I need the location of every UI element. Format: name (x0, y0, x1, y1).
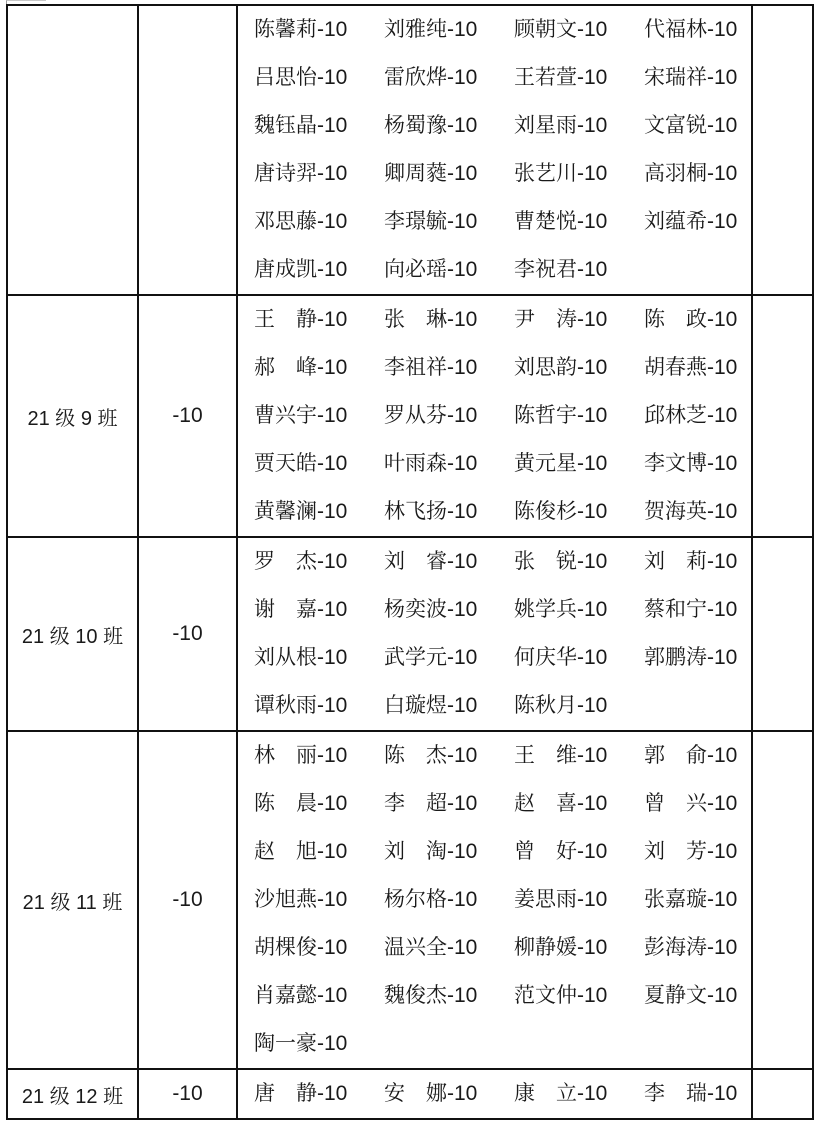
student-entry: 陈 政-10 (644, 308, 738, 331)
student-entry: 刘星雨-10 (514, 114, 608, 137)
table-row (8, 732, 812, 1070)
student-entry: 温兴全-10 (384, 936, 478, 959)
student-entry: 姚学兵-10 (514, 598, 608, 621)
student-entry: 张 琳-10 (384, 308, 478, 331)
student-entry: 代福林-10 (644, 18, 738, 41)
student-entry: 罗从芬-10 (384, 404, 478, 427)
student-entry: 尹 涛-10 (514, 308, 608, 331)
student-entry: 杨蜀豫-10 (384, 114, 478, 137)
student-entry: 姜思雨-10 (514, 888, 608, 911)
student-entry: 高羽桐-10 (644, 162, 738, 185)
student-entry: 赵 喜-10 (514, 792, 608, 815)
student-entry: 唐成凯-10 (254, 258, 348, 281)
student-entry: 顾朝文-10 (514, 18, 608, 41)
student-entry: 沙旭燕-10 (254, 888, 348, 911)
student-entry: 刘 芳-10 (644, 840, 738, 863)
student-entry: 邓思藤-10 (254, 210, 348, 233)
student-entry: 唐诗羿-10 (254, 162, 348, 185)
student-entry: 范文仲-10 (514, 984, 608, 1007)
student-entry: 罗 杰-10 (254, 550, 348, 573)
student-entry: 曹楚悦-10 (514, 210, 608, 233)
student-entry: 杨尔格-10 (384, 888, 478, 911)
student-entry: 王若萱-10 (514, 66, 608, 89)
student-entry: 陈秋月-10 (514, 694, 608, 717)
student-entry: 胡春燕-10 (644, 356, 738, 379)
student-entry: 林飞扬-10 (384, 500, 478, 523)
student-entry: 黄元星-10 (514, 452, 608, 475)
student-names-cell (238, 6, 753, 294)
student-entry: 郝 峰-10 (254, 356, 348, 379)
table-row (8, 296, 812, 538)
class-score-cell: -10 (139, 296, 238, 536)
student-entry: 曾 好-10 (514, 840, 608, 863)
student-entry: 林 丽-10 (254, 744, 348, 767)
student-entry: 刘蕴希-10 (644, 210, 738, 233)
student-entry: 肖嘉懿-10 (254, 984, 348, 1007)
student-entry: 夏静文-10 (644, 984, 738, 1007)
student-entry: 王 维-10 (514, 744, 608, 767)
student-entry: 李璟毓-10 (384, 210, 478, 233)
student-entry: 白璇煜-10 (384, 694, 478, 717)
student-entry: 陶一豪-10 (254, 1032, 348, 1055)
class-score-cell: -10 (139, 732, 238, 1068)
student-entry: 贺海英-10 (644, 500, 738, 523)
student-entry: 李祖祥-10 (384, 356, 478, 379)
student-names-cell (238, 296, 753, 536)
student-entry: 曾 兴-10 (644, 792, 738, 815)
student-entry: 陈俊杉-10 (514, 500, 608, 523)
class-name-cell: 21 级 9 班 (8, 296, 139, 536)
table-row (8, 538, 812, 732)
student-entry: 陈 晨-10 (254, 792, 348, 815)
class-score-cell (139, 6, 238, 294)
student-entry: 文富锐-10 (644, 114, 738, 137)
student-entry: 陈 杰-10 (384, 744, 478, 767)
notes-cell (753, 6, 812, 294)
student-entry: 胡棵俊-10 (254, 936, 348, 959)
class-score-cell: -10 (139, 538, 238, 730)
student-entry: 贾天皓-10 (254, 452, 348, 475)
student-entry: 叶雨森-10 (384, 452, 478, 475)
class-name-cell (8, 6, 139, 294)
student-entry: 陈馨莉-10 (254, 18, 348, 41)
notes-cell (753, 296, 812, 536)
student-entry: 魏俊杰-10 (384, 984, 478, 1007)
student-entry: 蔡和宁-10 (644, 598, 738, 621)
student-entry: 张嘉璇-10 (644, 888, 738, 911)
student-entry: 向必瑶-10 (384, 258, 478, 281)
student-entry: 刘思韵-10 (514, 356, 608, 379)
class-score-cell: -10 (139, 1070, 238, 1118)
student-entry: 何庆华-10 (514, 646, 608, 669)
student-entry: 李祝君-10 (514, 258, 608, 281)
class-name-cell: 21 级 12 班 (8, 1070, 139, 1118)
table-row (8, 6, 812, 296)
student-entry: 宋瑞祥-10 (644, 66, 738, 89)
notes-cell (753, 732, 812, 1068)
student-names-cell (238, 538, 753, 730)
student-entry: 彭海涛-10 (644, 936, 738, 959)
student-entry: 吕思怡-10 (254, 66, 348, 89)
student-entry: 曹兴宇-10 (254, 404, 348, 427)
class-name-cell: 21 级 11 班 (8, 732, 139, 1068)
student-entry: 唐 静-10 (254, 1082, 348, 1105)
notes-cell (753, 1070, 812, 1118)
student-entry: 王 静-10 (254, 308, 348, 331)
student-entry: 刘从根-10 (254, 646, 348, 669)
student-entry: 谭秋雨-10 (254, 694, 348, 717)
student-entry: 柳静媛-10 (514, 936, 608, 959)
student-entry: 黄馨澜-10 (254, 500, 348, 523)
student-entry: 刘 莉-10 (644, 550, 738, 573)
student-entry: 康 立-10 (514, 1082, 608, 1105)
student-entry: 郭鹏涛-10 (644, 646, 738, 669)
student-entry: 刘 睿-10 (384, 550, 478, 573)
student-entry: 李文博-10 (644, 452, 738, 475)
student-entry: 陈哲宇-10 (514, 404, 608, 427)
student-entry: 赵 旭-10 (254, 840, 348, 863)
student-entry: 李 瑞-10 (644, 1082, 738, 1105)
student-entry: 张 锐-10 (514, 550, 608, 573)
student-entry: 魏钰晶-10 (254, 114, 348, 137)
student-entry: 安 娜-10 (384, 1082, 478, 1105)
score-table (6, 4, 814, 1120)
student-entry: 张艺川-10 (514, 162, 608, 185)
student-entry: 刘雅纯-10 (384, 18, 478, 41)
notes-cell (753, 538, 812, 730)
student-entry: 郭 俞-10 (644, 744, 738, 767)
class-name-cell: 21 级 10 班 (8, 538, 139, 730)
student-entry: 武学元-10 (384, 646, 478, 669)
student-entry: 谢 嘉-10 (254, 598, 348, 621)
student-entry: 卿周蕤-10 (384, 162, 478, 185)
student-names-cell (238, 732, 753, 1068)
student-entry: 杨奕波-10 (384, 598, 478, 621)
student-entry: 刘 淘-10 (384, 840, 478, 863)
student-entry: 邱林芝-10 (644, 404, 738, 427)
student-entry: 李 超-10 (384, 792, 478, 815)
student-entry: 雷欣烨-10 (384, 66, 478, 89)
student-names-cell (238, 1070, 753, 1118)
table-row (8, 1070, 812, 1118)
